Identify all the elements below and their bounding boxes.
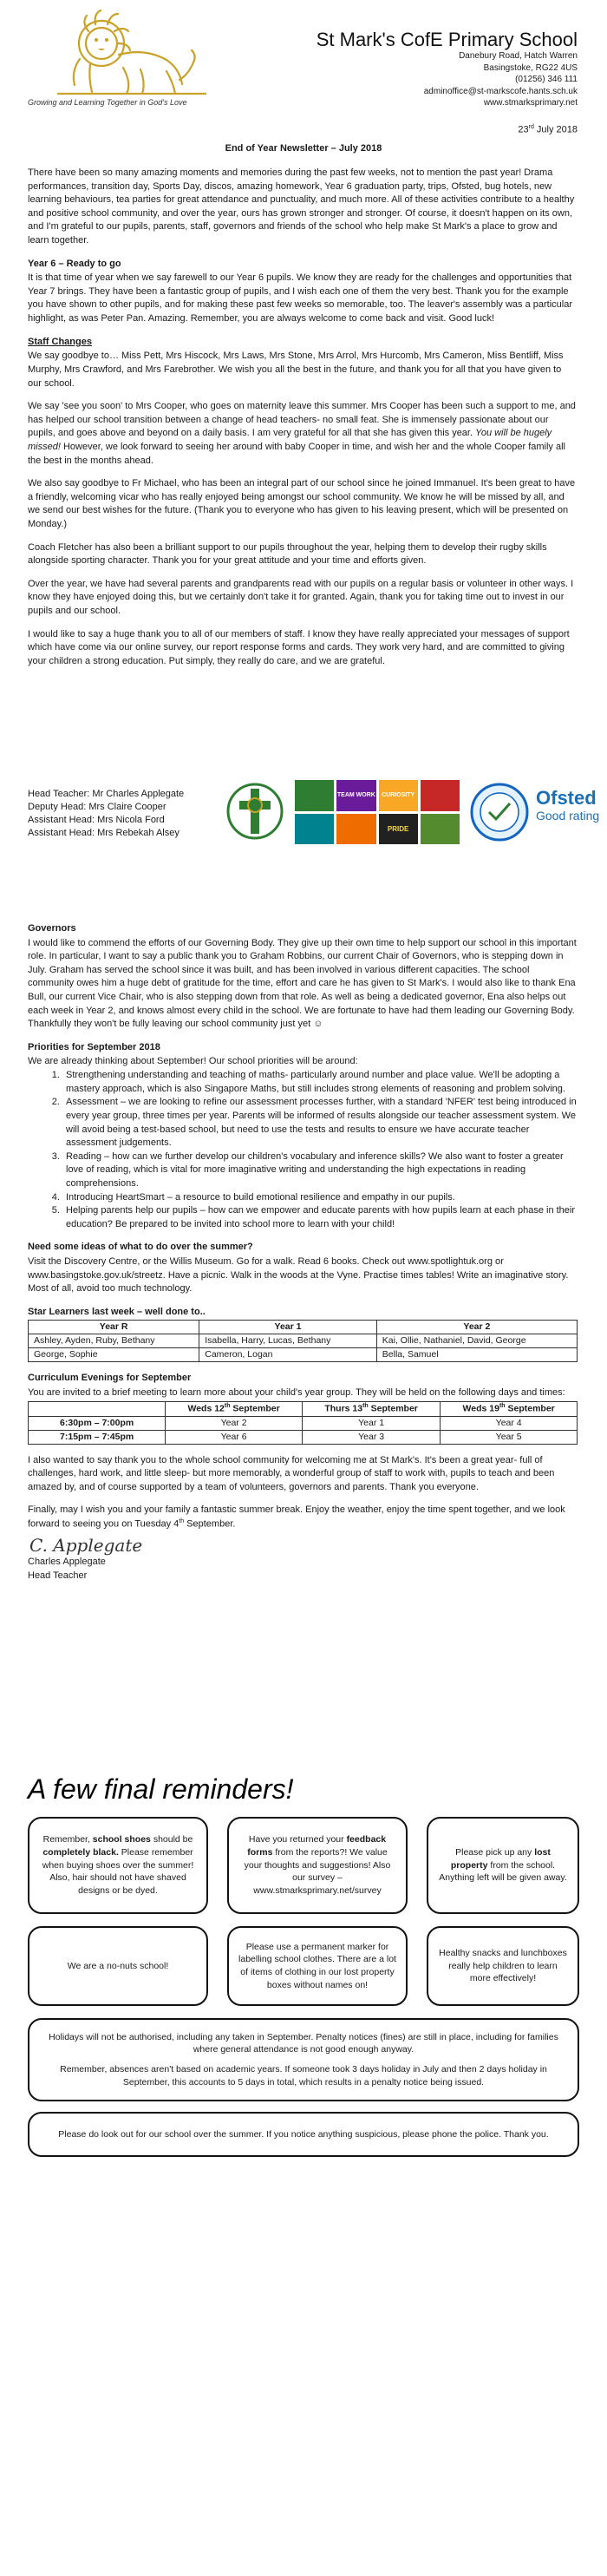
reminder-lost-property-box: Please pick up any lost property from the school. Anything left will be given away. xyxy=(427,1817,579,1914)
table-header: Weds 12th September xyxy=(166,1402,303,1416)
curiosity-tile: CURIOSITY xyxy=(379,780,418,811)
deputy-head: Deputy Head: Mrs Claire Cooper xyxy=(28,801,166,812)
assistant-head: Assistant Head: Mrs Nicola Ford xyxy=(28,814,165,825)
email-address[interactable]: adminoffice@st-markscofe.hants.sch.uk xyxy=(423,86,578,96)
intro-paragraph: There have been so many amazing moments and memories during the past few weeks, not to mention the past year! Drama performances, transition day, Sports Day, discos, amazing homework, Year 6 graduation party, trips, Ofsted, bug hotels, new learning behaviours, tea parties for great attendance and punctuality, and much more. All of these activities contribute to a healthy and positive school community, and over the year, ours has grown stronger and stronger. Of course, it doesn't happen on its own, and I'm grateful to our pupils, parents, staff, governors and friends of the school who help make St Mark's a place to grow and learn together. xyxy=(28,167,575,246)
phone-number: (01256) 346 111 xyxy=(515,75,578,84)
table-header: Thurs 13th September xyxy=(302,1402,440,1416)
priority-item: 5. Helping parents help our pupils – how can we empower and educate parents with how pupils learn at each phase in their education? Be prepared to be invited into school more to learn with your child! xyxy=(62,1204,578,1231)
volunteers-paragraph: Over the year, we have had several parents and grandparents read with our pupils on a regular basis or volunteer in other ways. I know they have enjoyed doing this, but we certainly don't take it for granted. Again, thank you for taking time out to invest in our pupils and our school. xyxy=(28,578,574,617)
coach-paragraph: Coach Fletcher has also been a brilliant support to our pupils throughout the year, helping them to develop their rugby skills alongside sporting character. Thank you for your great attitude and your time and efforts given. xyxy=(28,541,547,567)
table-cell: George, Sophie xyxy=(29,1348,199,1362)
table-cell: Isabella, Harry, Lucas, Bethany xyxy=(199,1334,377,1348)
curriculum-table xyxy=(28,1401,578,1444)
sports-award-badge-icon xyxy=(470,780,529,844)
table-header: Year 1 xyxy=(199,1321,377,1334)
table-cell: Year 6 xyxy=(166,1430,303,1444)
main-body-bottom xyxy=(28,922,578,1583)
priority-item: 1. Strengthening understanding and teaching of maths- particularly around number and place value. We'll be adopting a mastery approach, which is also Singapore Maths, but still includes strong elements of reasoning and problem solving. xyxy=(62,1069,578,1096)
priority-item: 4. Introducing HeartSmart – a resource to build emotional resilience and empathy in our pupils. xyxy=(62,1191,578,1205)
governors-heading: Governors xyxy=(28,923,76,934)
address-line: Danebury Road, Hatch Warren xyxy=(459,51,578,61)
school-lion-logo xyxy=(28,7,210,107)
reminders-title: A few final reminders! xyxy=(28,1773,294,1805)
table-cell: Kai, Ollie, Nathaniel, David, George xyxy=(376,1334,577,1348)
reminder-feedback-box: Have you returned your feedback forms from the reports?! We value your thoughts and suggestions! Also our survey – www.stmarksprimary.net/survey xyxy=(227,1817,408,1914)
priority-item: 2. Assessment – we are looking to refine our assessment processes further, with a standard 'NFER' test being introduced in every year group, three times per year. Parents will be informed of results alongside our teacher assessment system. We will avoid being a test-based school, but need to use the tests and results to ensure we have accurate teacher assessment judgements. xyxy=(62,1096,578,1150)
signature: C. Applegate xyxy=(29,1535,143,1557)
fr-michael-paragraph: We also say goodbye to Fr Michael, who has been an integral part of our school since he joined Immanuel. It's been great to have a friendly, welcoming vicar who has really enjoyed being amongst our school community. We know he will be missed by all, and we send our best wishes for the future. (Thank you to everyone who has given to his leaving present, which will be presented on Monday.) xyxy=(28,478,576,530)
pride-tile: PRIDE xyxy=(379,814,418,845)
summer-paragraph: Visit the Discovery Centre, or the Willis Museum. Go for a walk. Read 6 books. Check out www.spotlightuk.org or www.basingstoke.gov.uk/streetz. Have a picnic. Walk in the woods at the Vyne. Practise times tables! Write an imaginative story. Most of all, avoid too much technology. xyxy=(28,1256,569,1295)
main-body-top xyxy=(28,167,578,678)
reminder-no-nuts-box: We are a no-nuts school! xyxy=(28,1926,208,2006)
school-address xyxy=(424,50,578,109)
reminder-marker-box: Please use a permanent marker for labelling school clothes. There are a lot of items of clothing in our lost property boxes without names on! xyxy=(227,1926,408,2006)
signatory-name: Charles Applegate xyxy=(28,1557,106,1568)
reminder-shoes-box: Remember, school shoes should be completely black. Please remember when buying shoes over the summer! Also, hair should not have shaved designs or be dyed. xyxy=(28,1817,208,1914)
table-cell: Year 2 xyxy=(166,1416,303,1430)
table-cell: Year 5 xyxy=(441,1430,578,1444)
governors-paragraph: I would like to commend the efforts of our Governing Body. They give up their own time to help support our school in this important role. In particular, I want to say a public thank you to Graham Robbins, our current Chair of Governors, who is stepping down in July. Graham has served the school since it was built, and has been involved in various different capacities. The school community owes him a huge debt of gratitude for the time, effort and care he has given to St Mark's. I would also like to thank Ena Bull, our current Vice Chair, who is also stepping down from that role. As well as being a dedicated governor, Ena also helps out each week in Year 2, and knows almost every child in the school. We are fortunate to have had them leading our Governing Body. Thankfully they won't be fully leaving our school community just yet ☺ xyxy=(28,937,577,1030)
year6-heading: Year 6 – Ready to go xyxy=(28,258,121,269)
school-values-grid xyxy=(295,780,460,844)
table-cell: 6:30pm – 7:00pm xyxy=(29,1416,166,1430)
staff-heading: Staff Changes xyxy=(28,336,92,347)
closing-summer-paragraph: Finally, may I wish you and your family a fantastic summer break. Enjoy the weather, enjoy the time spent together, and we look forward to seeing you on Tuesday 4th September. xyxy=(28,1504,565,1530)
table-cell: Year 4 xyxy=(441,1416,578,1430)
address-line: Basingstoke, RG22 4US xyxy=(483,62,578,73)
curriculum-heading: Curriculum Evenings for September xyxy=(28,1373,192,1384)
ofsted-logo: Ofsted Good rating xyxy=(536,787,600,823)
priorities-list xyxy=(62,1069,578,1231)
table-header: Year R xyxy=(29,1321,199,1334)
reminder-lookout-box: Please do look out for our school over the summer. If you notice anything suspicious, please phone the police. Thank you. xyxy=(28,2112,579,2157)
table-cell: Ashley, Ayden, Ruby, Bethany xyxy=(29,1334,199,1348)
school-name: St Mark's CofE Primary School xyxy=(316,29,578,50)
teamwork-tile: TEAM WORK xyxy=(336,780,375,811)
leadership-list xyxy=(28,788,219,839)
table-row xyxy=(29,1348,578,1362)
accreditation-logos xyxy=(225,777,598,855)
table-cell: 7:15pm – 7:45pm xyxy=(29,1430,166,1444)
website-link[interactable]: www.stmarksprimary.net xyxy=(483,98,578,108)
priority-item: 3. Reading – how can we further develop our children's vocabulary and inference skills? We also want to foster a greater love of reading, which is vital for more imaginative writing and understanding the high expectations in reading comprehensions. xyxy=(62,1150,578,1191)
value-tile xyxy=(295,814,334,845)
table-row xyxy=(29,1334,578,1348)
staff-thanks-paragraph: I would like to say a huge thank you to all of our members of staff. I know they have really appreciated your messages of support which have come via our online survey, our report response forms and cards. They work very hard, and are committed to giving your children a strong education. Put simply, they really do care, and we are grateful. xyxy=(28,628,570,666)
school-tagline: Growing and Learning Together in God's Love xyxy=(28,98,187,107)
priorities-heading: Priorities for September 2018 xyxy=(28,1041,160,1052)
table-cell: Year 1 xyxy=(302,1416,440,1430)
table-header: Weds 19th September xyxy=(441,1402,578,1416)
church-cross-icon xyxy=(225,777,284,846)
value-tile xyxy=(336,814,375,845)
value-tile xyxy=(421,814,460,845)
staff-goodbye-paragraph: We say goodbye to… Miss Pett, Mrs Hiscock, Mrs Laws, Mrs Stone, Mrs Arrol, Mrs Hurcomb, Mrs Cameron, Miss Bentliff, Miss Murphy, Mrs Crawford, and Mrs Farebrother. We wish you all the best in the future, and thank you for all that you have given to our school. xyxy=(28,351,564,389)
star-learners-table xyxy=(28,1320,578,1362)
star-learners-heading: Star Learners last week – well done to.. xyxy=(28,1306,206,1317)
letter-date: 23rd July 2018 xyxy=(518,124,578,135)
closing-thanks-paragraph: I also wanted to say thank you to the whole school community for welcoming me at St Mark's. It's been a great year- full of challenges, hard work, and little sleep- but more memorably, a wonderful group of staff to work with, pupils to teach and been amazed by, and of course supported by a team of volunteers, governors and parents. Thank you everyone. xyxy=(28,1454,555,1492)
value-tile xyxy=(421,780,460,811)
table-header: Year 2 xyxy=(376,1321,577,1334)
reminder-snacks-box: Healthy snacks and lunchboxes really help children to learn more effectively! xyxy=(427,1926,579,2006)
head-teacher: Head Teacher: Mr Charles Applegate xyxy=(28,789,185,799)
curriculum-intro: You are invited to a brief meeting to learn more about your child's year group. They will be held on the following days and times: xyxy=(28,1386,565,1398)
summer-heading: Need some ideas of what to do over the summer? xyxy=(28,1242,253,1253)
year6-paragraph: It is that time of year when we say farewell to our Year 6 pupils. We know they are ready for the challenges and opportunities that Year 7 brings. They have been a fantastic group of pupils, and I wish each one of them the very best. Thank you for the example you have shown to other pupils, and for making these past few weeks so memorable, too. The leaver's assembly was a particular highlight, as was Peter Pan. Amazing. Remember, you are always welcome to come back and visit. Good luck! xyxy=(28,272,572,324)
reminder-holidays-box: Holidays will not be authorised, including any taken in September. Penalty notices (fines) are still in place, including for families where general attendance is not good enough anyway. Remember, absences aren't based on academic years. If someone took 3 days holiday in July and then 2 days holiday in September, this accounts to 5 days in total, which results in a penalty notice being issued. xyxy=(28,2018,579,2101)
table-cell: Cameron, Logan xyxy=(199,1348,377,1362)
table-row xyxy=(29,1416,578,1430)
signatory-role: Head Teacher xyxy=(28,1570,88,1581)
table-cell: Year 3 xyxy=(302,1430,440,1444)
table-cell: Bella, Samuel xyxy=(376,1348,577,1362)
mrs-cooper-paragraph: We say 'see you soon' to Mrs Cooper, who goes on maternity leave this summer. Mrs Cooper has been such a support to me, and has helped our school transition between a change of head teachers- no small feat. She is immensely passionate about our pupils, and goes above and beyond on a daily basis. I am very grateful for all that she has given this year. You will be hugely missed! However, we look forward to seeing her around with baby Cooper in time, and wish her and the whole Cooper family all the best in the months ahead. xyxy=(28,401,576,466)
assistant-head: Assistant Head: Mrs Rebekah Alsey xyxy=(28,827,179,838)
table-row xyxy=(29,1430,578,1444)
value-tile xyxy=(295,780,334,811)
table-header xyxy=(29,1402,166,1416)
newsletter-title: End of Year Newsletter – July 2018 xyxy=(225,143,382,154)
priorities-intro: We are already thinking about September! Our school priorities will be around: xyxy=(28,1056,358,1067)
